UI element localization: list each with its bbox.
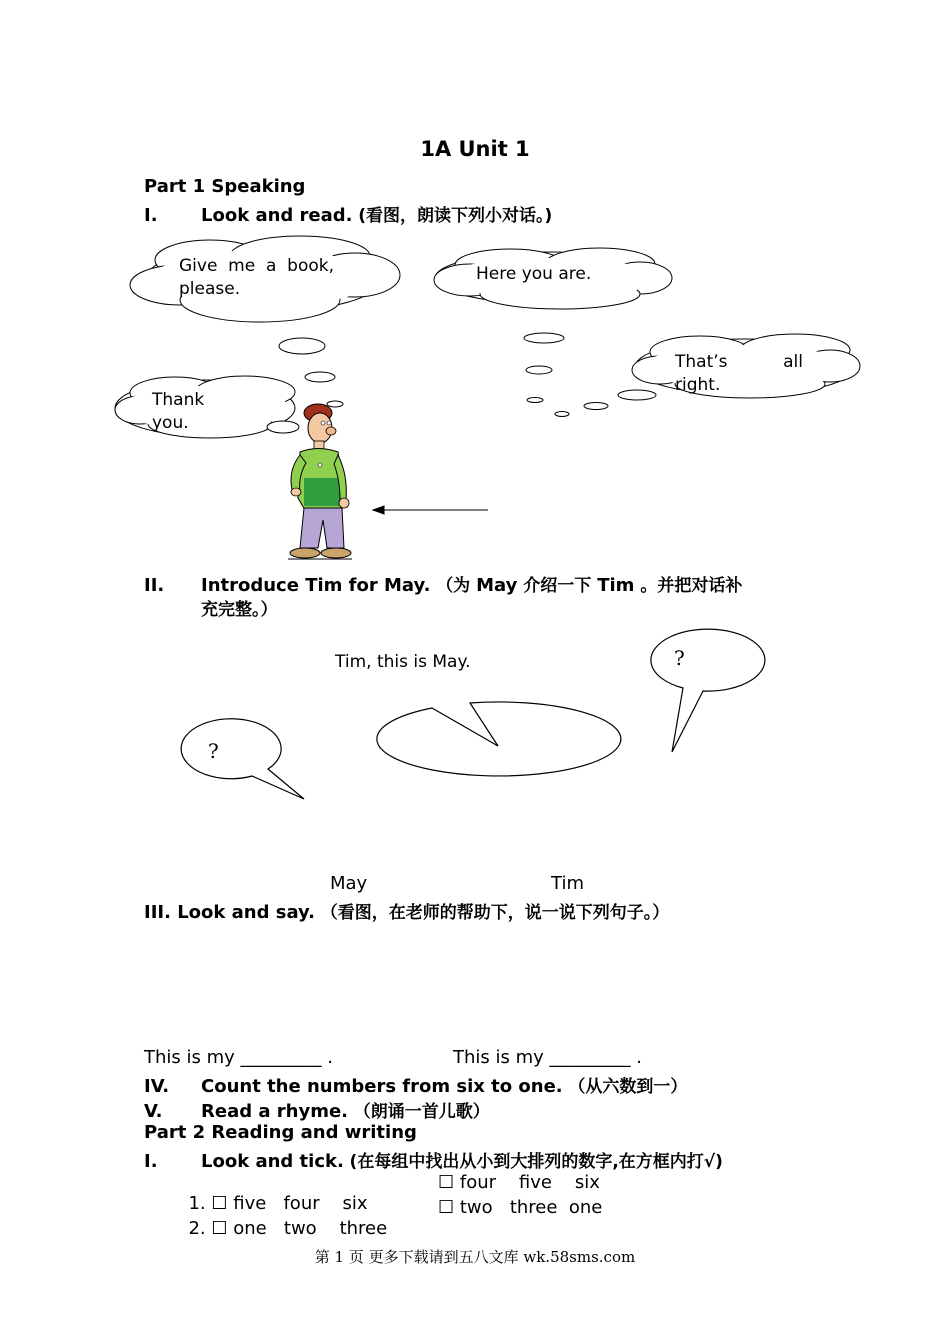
tick-box-1a[interactable]: ☐ five four six xyxy=(211,1193,368,1214)
speech-bubble-tim-this-is-may xyxy=(377,702,621,776)
part2-heading: Part 2 Reading and writing xyxy=(144,1122,417,1143)
tick-box-1b[interactable]: ☐ four five six xyxy=(438,1172,600,1193)
page-footer: 第 1 页 更多下载请到五八文库 wk.58sms.com xyxy=(314,1248,636,1266)
list-item: 2. ☐ one two three xyxy=(188,1218,388,1239)
bubble-text-tim-this-is-may: Tim, this is May. xyxy=(335,652,471,672)
section-2-heading: II. Introduce Tim for May. （为 May 介绍一下 Tim 。并把对话补 充完整。） xyxy=(144,575,743,620)
label-tim: Tim xyxy=(551,873,584,894)
arrow-left xyxy=(373,506,488,514)
list-item: 1. ☐ five four six xyxy=(188,1193,368,1214)
speech-bubble-question-right xyxy=(651,629,765,752)
page-title: 1A Unit 1 xyxy=(420,137,530,161)
section-3-heading: III. Look and say. （看图，在老师的帮助下，说一说下列句子。） xyxy=(144,902,670,923)
sentence-this-is-my-2: This is my _________ . xyxy=(453,1047,642,1068)
bubble-text-question-left: ? xyxy=(208,739,219,763)
tick-box-2a[interactable]: ☐ one two three xyxy=(211,1218,388,1239)
part1-heading: Part 1 Speaking xyxy=(144,176,306,197)
sentence-this-is-my-1: This is my _________ . xyxy=(144,1047,333,1068)
section-1-heading: I. Look and read. (看图，朗读下列小对话。) xyxy=(144,205,553,226)
bubble-text-thats-all-right: That’s all right. xyxy=(675,352,803,395)
part2-section-1-heading: I. Look and tick. (在每组中找出从小到大排列的数字,在方框内打√) xyxy=(144,1151,723,1172)
label-may: May xyxy=(330,873,368,894)
bubble-text-question-right: ? xyxy=(674,646,685,670)
bubble-text-give-book: Give me a book, please. xyxy=(179,256,334,299)
section-4-heading: IV. Count the numbers from six to one. （从六数到一） xyxy=(144,1076,688,1097)
tick-box-2b[interactable]: ☐ two three one xyxy=(438,1197,603,1218)
speech-bubble-question-left xyxy=(181,719,304,799)
bubble-text-thank-you: Thank you. xyxy=(152,390,205,433)
bubble-text-here-you-are: Here you are. xyxy=(476,264,592,284)
section-5-heading: V. Read a rhyme. （朗诵一首儿歌） xyxy=(144,1101,490,1122)
